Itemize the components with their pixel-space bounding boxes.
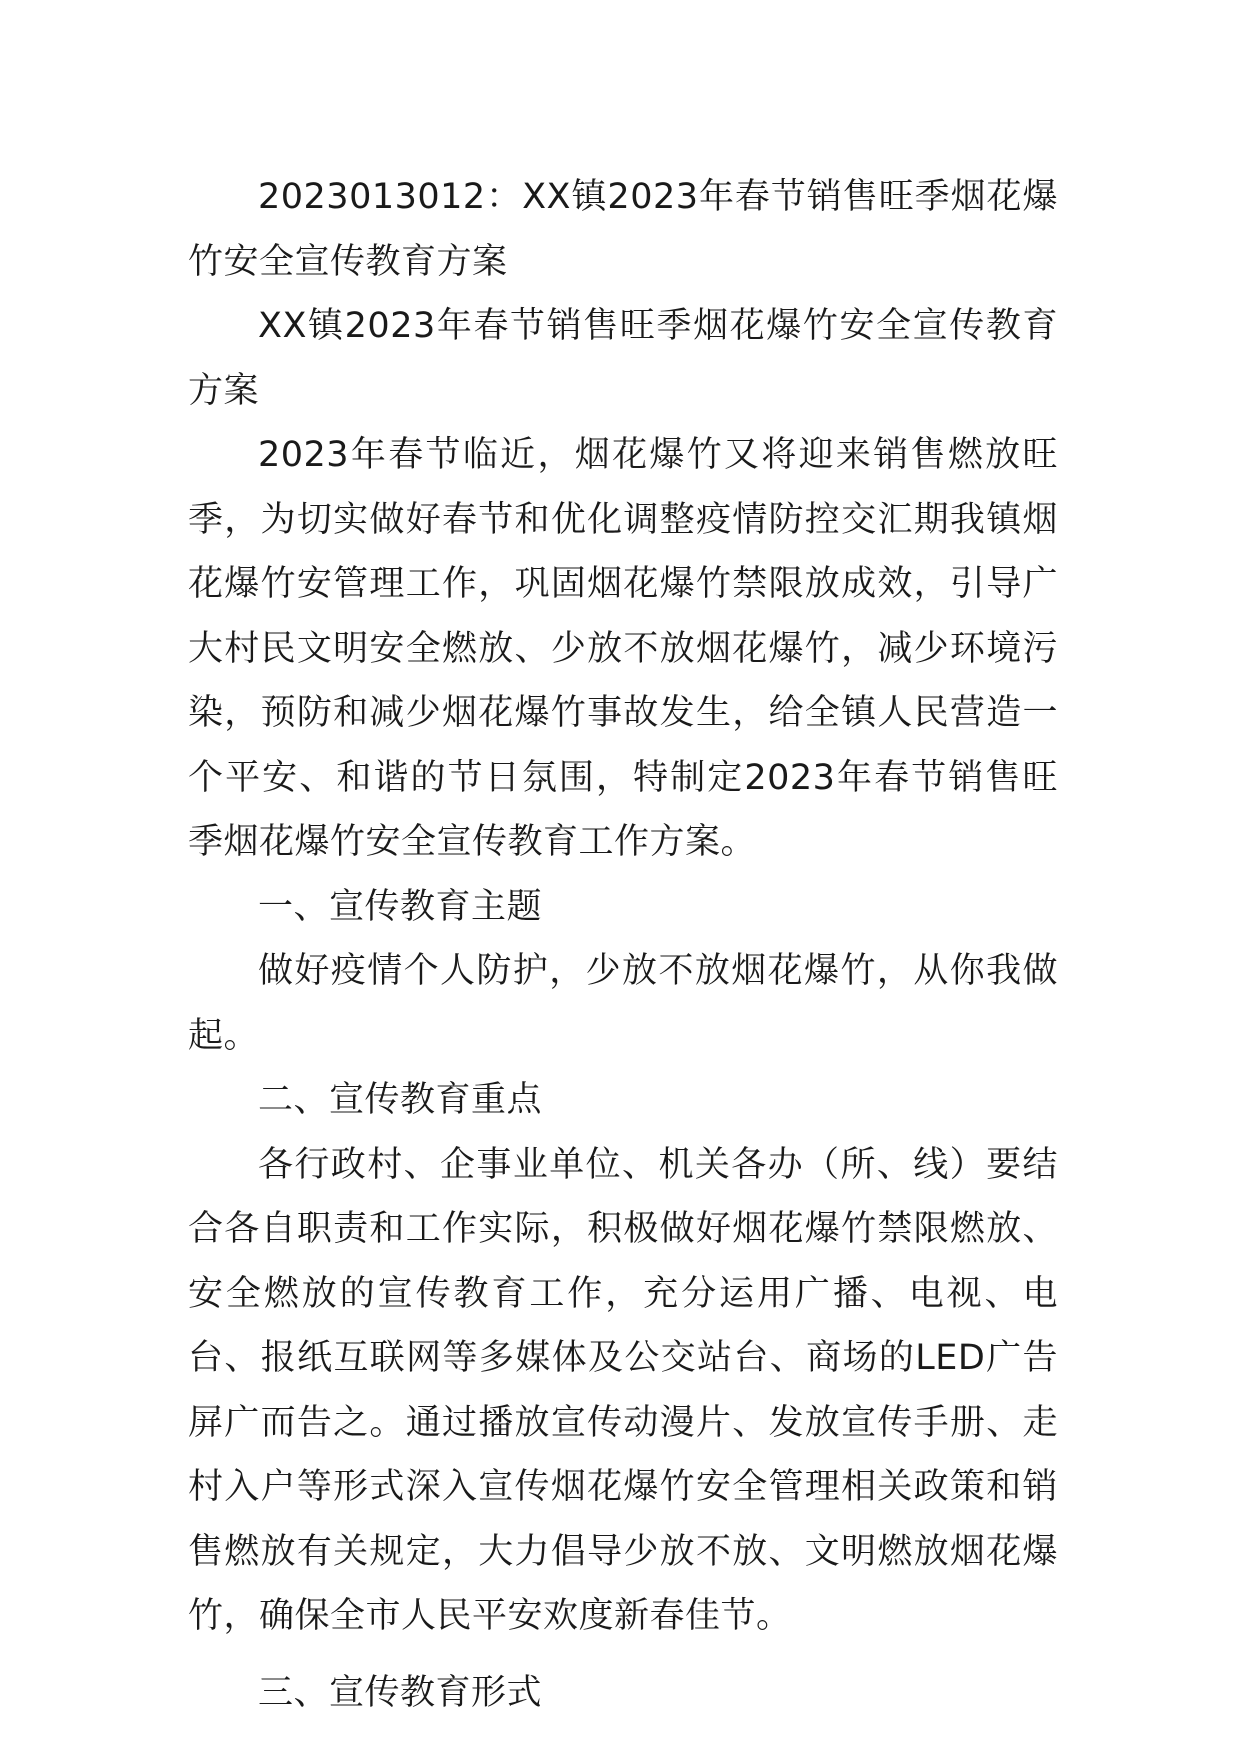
section-2-heading: 二、宣传教育重点 [258,1080,543,1120]
document-body [188,165,1058,1725]
section-1-paragraph: 做好疫情个人防护，少放不放烟花爆竹，从你我做起。 [188,951,1058,1056]
section-1-heading: 一、宣传教育主题 [258,886,543,927]
document-subtitle: XX镇2023年春节销售旺季烟花爆竹安全宣传教育方案 [188,306,1058,411]
section-3-heading: 三、宣传教育形式 [258,1672,543,1713]
intro-paragraph: 2023年春节临近，烟花爆竹又将迎来销售燃放旺季，为切实做好春节和优化调整疫情防控交汇期我镇烟花爆竹安管理工作，巩固烟花爆竹禁限放成效，引导广大村民文明安全燃放、少放不放烟花爆竹，减少环境污染，预防和减少烟花爆竹事故发生，给全镇人民营造一个平安、和谐的节日氛围，特制定2023年春节销售旺季烟花爆竹安全宣传教育工作方案。 [188,435,1058,862]
section-2-paragraph: 各行政村、企事业单位、机关各办（所、线）要结合各自职责和工作实际，积极做好烟花爆竹禁限燃放、安全燃放的宣传教育工作，充分运用广播、电视、电台、报纸互联网等多媒体及公交站台、商场的LED广告屏广而告之。通过播放宣传动漫片、发放宣传手册、走村入户等形式深入宣传烟花爆竹安全管理相关政策和销售燃放有关规定，大力倡导少放不放、文明燃放烟花爆竹，确保全市人民平安欢度新春佳节。 [188,1144,1058,1636]
document-title-line: 2023013012：XX镇2023年春节销售旺季烟花爆竹安全宣传教育方案 [188,177,1058,282]
